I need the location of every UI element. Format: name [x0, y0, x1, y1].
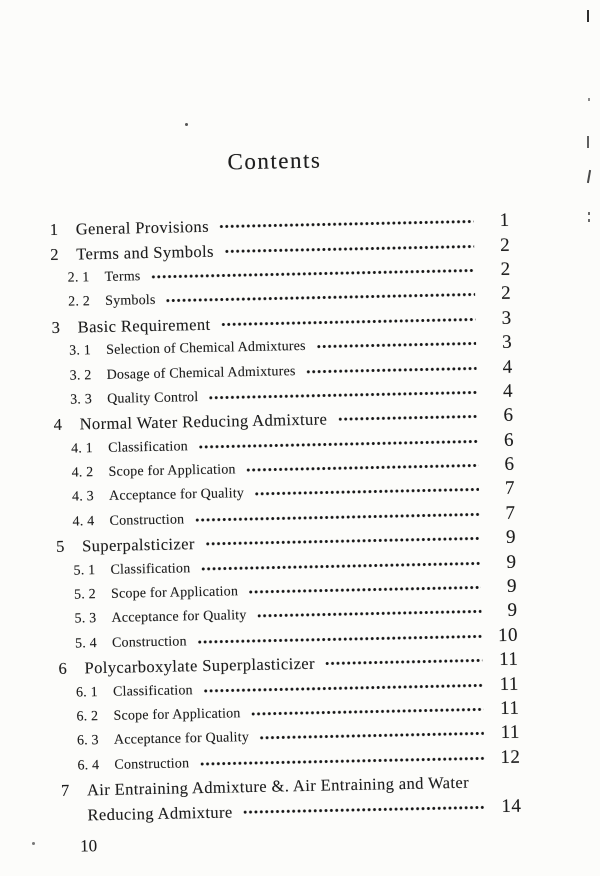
toc-entry-label: General Provisions — [75, 216, 210, 239]
scan-artifact-edge-mark — [588, 98, 590, 101]
dotted-leader — [208, 387, 477, 402]
toc-entry-page: 9 — [506, 575, 518, 597]
toc-entry-label: Construction — [111, 634, 187, 651]
dotted-leader — [256, 607, 481, 622]
scan-artifact-speck — [32, 842, 35, 845]
toc-entry-label: Superpalsticizer — [81, 534, 195, 556]
dotted-leader — [337, 412, 478, 425]
toc-entry-label: Quality Control — [106, 389, 199, 407]
dotted-leader — [242, 802, 485, 817]
toc-entry-page: 12 — [500, 746, 521, 768]
toc-entry-page: 4 — [502, 380, 514, 402]
toc-entry-page: 11 — [498, 648, 519, 671]
toc-entry-label: Selection of Chemical Admixtures — [106, 339, 306, 359]
toc-entry-page: 11 — [499, 697, 520, 720]
toc-entry-number: 3. 1 — [69, 343, 92, 359]
toc-entry-page: 7 — [504, 478, 516, 500]
toc-entry-label: Classification — [110, 560, 191, 578]
toc-entry-label: Polycarboxylate Superplasticizer — [84, 653, 316, 678]
toc-entry-label: Classification — [112, 682, 193, 700]
toc-entry-number: 7 — [60, 780, 70, 801]
toc-entry-page: 10 — [497, 624, 519, 646]
toc-entry-number: 4 — [53, 415, 63, 435]
toc-entry-page: 3 — [501, 331, 513, 354]
toc-entry-number: 6. 4 — [77, 757, 100, 774]
toc-entry-number: 3. 2 — [69, 367, 92, 384]
toc-entry-label: Symbols — [105, 293, 156, 310]
toc-entry-number: 5. 3 — [74, 611, 97, 627]
toc-entry-number: 1 — [49, 219, 59, 240]
toc-entry-page: 1 — [499, 209, 510, 232]
dotted-leader — [194, 509, 479, 525]
toc-entry-number: 6. 3 — [76, 733, 99, 749]
toc-entry-number: 5. 4 — [74, 635, 98, 652]
toc-entry-label: Terms — [104, 269, 141, 285]
toc-entry-page: 7 — [505, 502, 516, 524]
toc-entry-number: 6. 1 — [75, 684, 98, 701]
toc-entry-page: 6 — [503, 405, 514, 427]
dotted-leader — [205, 534, 480, 550]
toc-entry-number: 2. 2 — [68, 294, 91, 310]
toc-entry-page: 9 — [505, 526, 517, 549]
toc-entry-label: Scope for Application — [108, 462, 236, 480]
toc-entry-number: 2. 1 — [67, 270, 90, 286]
dotted-leader — [316, 339, 477, 352]
toc-entry-number: 5. 2 — [73, 587, 97, 603]
dotted-leader — [250, 704, 483, 719]
toc-entry-label: Construction — [109, 512, 185, 529]
toc-entry-number: 5. 1 — [73, 562, 96, 579]
toc-entry-page: 2 — [499, 234, 511, 256]
dotted-leader — [305, 363, 476, 376]
toc-entry-label: Scope for Application — [110, 584, 239, 602]
toc-entry-page: 9 — [507, 600, 518, 622]
toc-entry-number: 4. 3 — [71, 489, 95, 506]
toc-entry-label: Air Entraining Admixture &. Air Entraining and Water — [86, 772, 470, 800]
dotted-leader — [203, 680, 483, 696]
dotted-leader — [166, 290, 476, 306]
toc-entry-page: 4 — [502, 356, 513, 378]
dotted-leader — [219, 217, 474, 232]
toc-entry-label: Acceptance for Quality — [108, 486, 245, 505]
page-title: Contents — [227, 147, 322, 175]
dotted-leader — [248, 582, 481, 597]
toc-entry-number: 6 — [58, 658, 68, 679]
dotted-leader — [199, 753, 484, 769]
toc-entry-page: 2 — [500, 258, 511, 280]
toc-entry-page: 2 — [500, 283, 512, 305]
dotted-leader — [150, 265, 474, 282]
toc-entry-label: Reducing Admixture — [87, 801, 233, 824]
toc-entry-page: 11 — [499, 673, 520, 695]
dotted-leader — [197, 631, 482, 647]
toc-entry-label: Acceptance for Quality — [111, 608, 247, 627]
scan-artifact-speck — [185, 123, 188, 126]
toc-entry-number: 2 — [50, 244, 60, 264]
scan-artifact-edge-mark — [587, 136, 589, 148]
dotted-leader — [198, 436, 478, 452]
toc-entry-label: Terms and Symbols — [76, 241, 215, 264]
table-of-contents — [0, 207, 600, 829]
dotted-leader — [259, 729, 484, 744]
dotted-leader — [325, 656, 483, 669]
dotted-leader — [220, 314, 475, 329]
toc-entry-number: 4. 4 — [72, 514, 95, 530]
toc-entry-page: 3 — [501, 307, 512, 329]
dotted-leader — [224, 241, 475, 256]
toc-entry-number: 6. 2 — [76, 709, 99, 725]
toc-entry-label: Dosage of Chemical Admixtures — [106, 363, 296, 383]
toc-entry-page: 14 — [501, 795, 522, 817]
toc-entry-page: 9 — [506, 551, 517, 573]
dotted-leader — [200, 558, 480, 574]
toc-entry-page: 6 — [504, 453, 515, 475]
toc-entry-label: Normal Water Reducing Admixture — [79, 409, 328, 434]
scan-artifact-edge-mark — [588, 212, 590, 215]
toc-entry-label: Classification — [107, 438, 189, 456]
dotted-leader — [246, 461, 479, 476]
toc-entry-number: 4. 2 — [71, 465, 94, 481]
toc-entry-number: 3 — [51, 317, 61, 337]
toc-entry-number: 3. 3 — [70, 392, 93, 408]
dotted-leader — [254, 485, 479, 500]
scan-artifact-edge-mark — [587, 10, 589, 22]
toc-entry-label: Basic Requirement — [77, 314, 211, 337]
toc-entry-label: Scope for Application — [113, 706, 241, 724]
toc-entry-number: 4. 1 — [70, 440, 94, 457]
toc-entry-page: 6 — [503, 429, 515, 451]
toc-entry-number: 5 — [55, 537, 65, 557]
toc-entry-label: Acceptance for Quality — [113, 730, 250, 749]
toc-entry-page: 11 — [500, 722, 521, 744]
page-number-folio: 10 — [79, 836, 98, 856]
toc-entry-label: Construction — [114, 756, 190, 773]
scan-artifact-edge-mark — [588, 219, 590, 222]
